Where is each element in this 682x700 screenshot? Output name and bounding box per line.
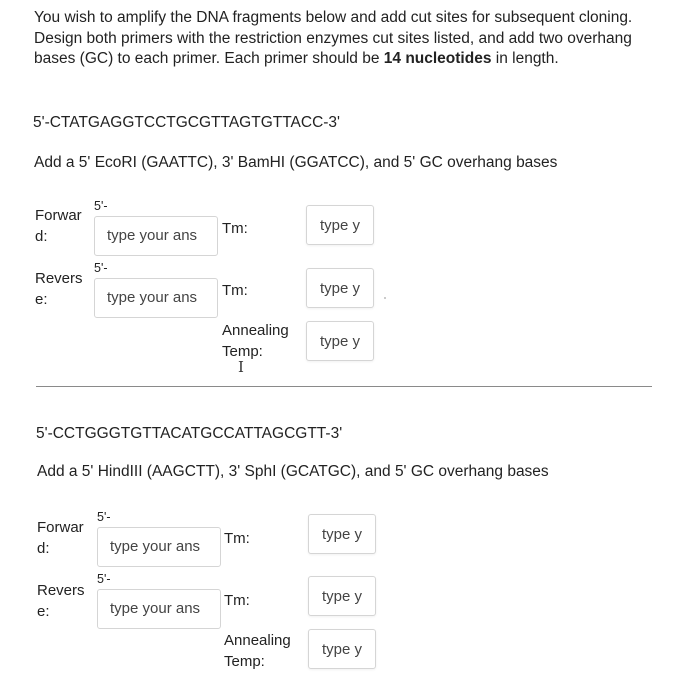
problem1-annealing-input[interactable]: type y xyxy=(306,321,374,361)
problem2-forward-tm-label: Tm: xyxy=(224,530,250,547)
problem2-reverse-prime: 5'- xyxy=(97,572,111,586)
intro-bold-length: 14 nucleotides xyxy=(383,50,492,67)
problem1-instruction: Add a 5' EcoRI (GAATTC), 3' BamHI (GGATCC), and 5' GC overhang bases xyxy=(34,154,558,171)
problem1-forward-tm-label: Tm: xyxy=(222,220,248,237)
problem2-sequence: 5'-CCTGGGTGTTACATGCCATTAGCGTT-3' xyxy=(36,425,343,442)
problem2-reverse-tm-label: Tm: xyxy=(224,592,250,609)
problem2-reverse-label: Revers e: xyxy=(37,582,85,620)
intro-text-1: You wish to amplify the DNA fragments below and add cut sites for subsequent cloning. Design both primers with the restriction enzymes cut sites listed, and add two overhang bases (GC) to each primer. Each primer should be xyxy=(34,9,633,67)
problem1-reverse-prime: 5'- xyxy=(94,261,108,275)
problem2-annealing-label: Annealing Temp: xyxy=(224,632,291,670)
problem2-forward-tm-input[interactable]: type y xyxy=(308,514,376,554)
problem1-reverse-tm-label: Tm: xyxy=(222,282,248,299)
problem2-forward-label: Forwar d: xyxy=(37,519,84,557)
intro-text-2: in length. xyxy=(491,50,559,67)
section-divider xyxy=(36,386,652,387)
problem2-annealing-input[interactable]: type y xyxy=(308,629,376,669)
problem2-forward-prime: 5'- xyxy=(97,510,111,524)
problem1-forward-label: Forwar d: xyxy=(35,207,82,245)
question-intro xyxy=(34,8,644,70)
problem2-instruction: Add a 5' HindIII (AAGCTT), 3' SphI (GCATGC), and 5' GC overhang bases xyxy=(37,463,549,480)
decorative-dot xyxy=(384,297,386,299)
problem1-forward-prime: 5'- xyxy=(94,199,108,213)
problem1-annealing-label: Annealing Temp: xyxy=(222,322,289,360)
problem1-sequence: 5'-CTATGAGGTCCTGCGTTAGTGTTACC-3' xyxy=(33,114,341,131)
problem2-reverse-tm-input[interactable]: type y xyxy=(308,576,376,616)
problem1-reverse-tm-input[interactable]: type y xyxy=(306,268,374,308)
text-cursor-icon: I xyxy=(238,358,244,376)
problem1-reverse-label: Revers e: xyxy=(35,270,83,308)
problem2-reverse-input[interactable]: type your ans xyxy=(97,589,221,629)
problem1-reverse-input[interactable]: type your ans xyxy=(94,278,218,318)
problem2-forward-input[interactable]: type your ans xyxy=(97,527,221,567)
problem1-forward-input[interactable]: type your ans xyxy=(94,216,218,256)
problem1-forward-tm-input[interactable]: type y xyxy=(306,205,374,245)
